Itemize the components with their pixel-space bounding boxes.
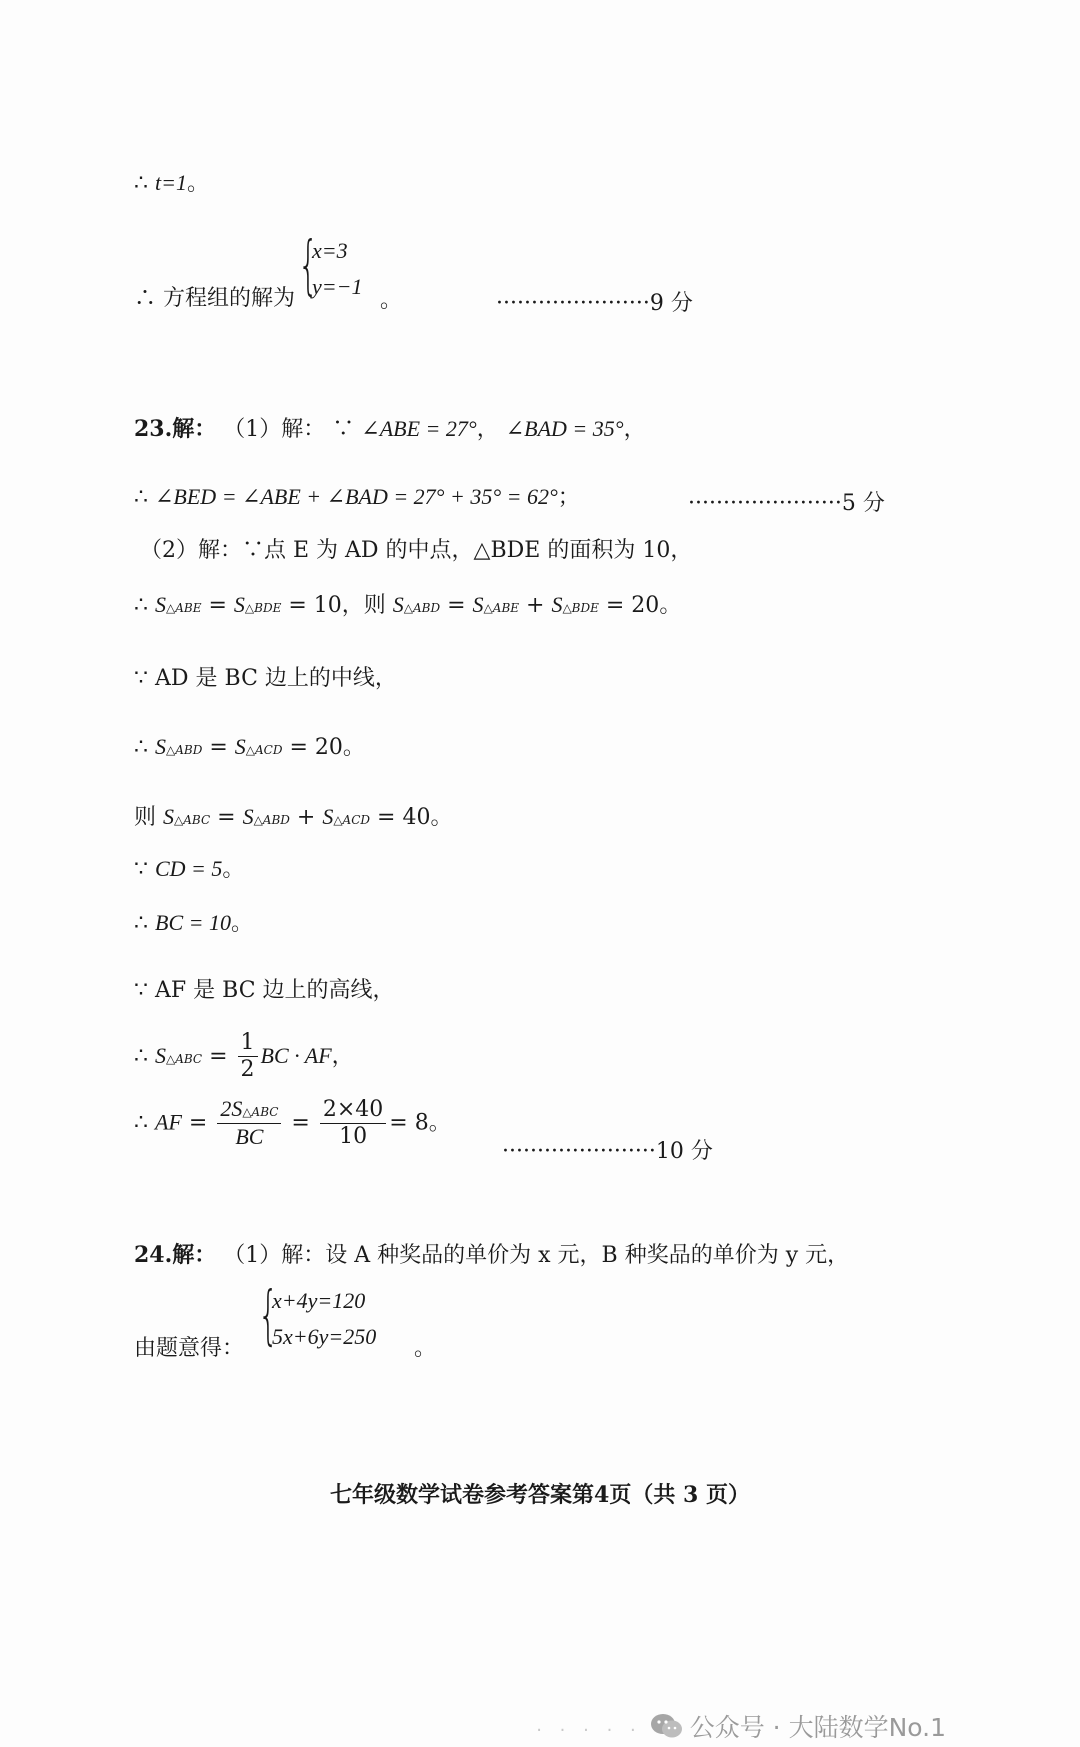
q24-part1: 24.解： （1）解：设 A 种奖品的单价为 x 元，B 种奖品的单价为 y 元， bbox=[134, 1242, 850, 1268]
q23-median: ∵ AD 是 BC 边上的中线， bbox=[134, 666, 397, 691]
fraction-2s-bc: $\frac{\text{2S△ABC}}{BC}$ bbox=[217, 1096, 281, 1151]
q23-af: ∴ AF = $\frac{\text{2S△ABC}}{BC}$ = $\frac{2\times 40}{10}$ = 8。 bbox=[134, 1096, 451, 1150]
q24-lead: 由题意得： bbox=[134, 1336, 245, 1361]
q23-cd: ∵ CD = 5。 bbox=[134, 856, 245, 882]
score-9: ······················9 分 bbox=[496, 291, 693, 316]
q23-area-formula: ∴ S△ABC = $\frac{1}{2}$ BC · AF， bbox=[134, 1030, 354, 1083]
therefore-symbol: ∴ bbox=[134, 171, 148, 196]
line-t-equals-1: ∴ t=1。 bbox=[134, 170, 209, 196]
wechat-icon bbox=[650, 1712, 684, 1746]
eq-2: 5x+6y=250 bbox=[272, 1324, 377, 1349]
solution-label: ∴ 方程组的解为 bbox=[134, 286, 296, 311]
eq-1: x+4y=120 bbox=[272, 1288, 366, 1313]
q24-number: 24.解： bbox=[134, 1242, 217, 1268]
q24-system bbox=[258, 1279, 438, 1354]
score-5: ······················5 分 bbox=[688, 491, 885, 516]
t-value: t=1 bbox=[155, 170, 187, 195]
q23-number: 23.解： bbox=[134, 416, 217, 442]
left-brace: { bbox=[258, 1279, 279, 1353]
eq-x: x=3 bbox=[312, 238, 348, 263]
fraction-half: $\frac{1}{2}$ bbox=[238, 1030, 258, 1084]
watermark: · · · · · 公众号 · 大陆数学No.1 bbox=[536, 1708, 946, 1746]
left-brace: { bbox=[298, 229, 319, 303]
fraction-80-10: $\frac{2\times 40}{10}$ bbox=[320, 1097, 386, 1151]
score-10: ······················10 分 bbox=[502, 1139, 713, 1164]
q23-abd-acd: ∴ S△ABD = S△ACD = 20。 bbox=[134, 734, 365, 760]
q23-part2: （2）解：∵点 E 为 AD 的中点，△BDE 的面积为 10， bbox=[140, 538, 693, 563]
page-footer: 七年级数学试卷参考答案第4页（共 3 页） bbox=[330, 1482, 750, 1508]
q23-areas-1: ∴ S△ABE = S△BDE = 10，则 S△ABD = S△ABE + S△BDE = 20。 bbox=[134, 592, 682, 618]
q23-bc: ∴ BC = 10。 bbox=[134, 910, 253, 936]
q23-bed: ∴ ∠BED = ∠ABE + ∠BAD = 27° + 35° = 62°； bbox=[134, 484, 580, 510]
q23-part1: 23.解： （1）解： ∵ ∠ABE = 27°， ∠BAD = 35°， bbox=[134, 416, 646, 442]
eq-y: y=−1 bbox=[312, 274, 363, 299]
q23-height: ∵ AF 是 BC 边上的高线， bbox=[134, 978, 395, 1003]
q23-abc: 则 S△ABC = S△ABD + S△ACD = 40。 bbox=[134, 804, 453, 830]
